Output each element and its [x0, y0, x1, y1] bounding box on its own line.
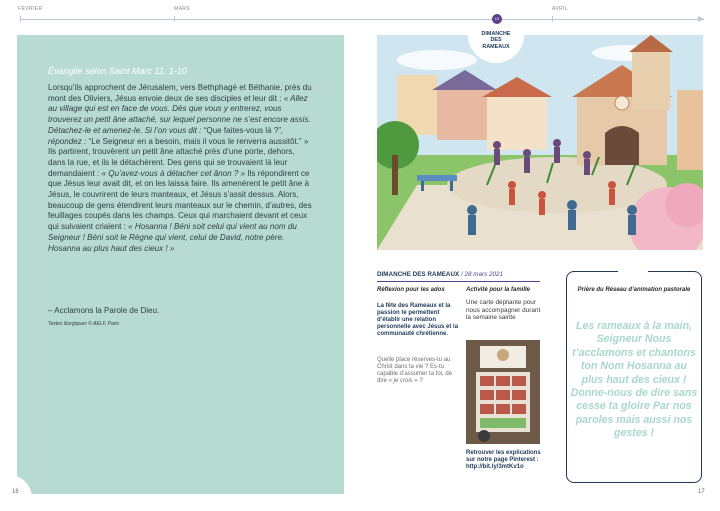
village-scene-image [377, 35, 703, 250]
gospel-text-run: “Le Seigneur en a besoin, mais il vous le renverra aussitôt.” » [88, 136, 309, 146]
family-description: Une carte dépliante pour nous accompagner durant la semaine sainte [466, 299, 541, 322]
teens-heading: Réflexion pour les ados [377, 287, 445, 293]
teens-question-quote: « je crois » [388, 378, 418, 384]
family-heading: Activité pour la famille [466, 287, 531, 293]
teens-question [377, 357, 459, 385]
month-label-march: MARS [174, 6, 191, 12]
badge-line: RAMEAUX [482, 43, 510, 50]
current-week-marker: 13 [492, 14, 502, 24]
month-label-april: AVRIL [552, 6, 569, 12]
gospel-text-run: « Allez au village qui est en face de vous. Dès que vous y entrerez, vous trouverez un petit âne attaché, sur lequel personne ne s’est encore assis. Détachez-le et amenez-le. Si l’on vous dit : [48, 93, 311, 135]
badge-line: DES [490, 37, 502, 44]
month-label-february: FÉVRIER [18, 6, 43, 12]
badge-line: DIMANCHE [481, 31, 511, 37]
timeline-arrow-icon [698, 16, 704, 22]
gospel-text-run: « Qu’avez-vous à détacher cet ânon ? » [101, 168, 246, 178]
prayer-card-notch [618, 268, 648, 274]
page-number-left: 16 [12, 489, 19, 495]
gospel-text-run: « Hosanna ! Béni soit celui qui vient au nom du Seigneur ! Béni soit le Règne qui vient, celui de David, notre père. Hosanna au plus haut des cieux ! » [48, 222, 297, 253]
timeline-tick [552, 16, 553, 22]
header-divider [377, 281, 540, 282]
gospel-text-run: Ils répondirent ce que Jésus leur avait dit, et on les laissa faire. Ils amenèrent le petit âne à Jésus, le couvrirent de leurs manteaux, et Jésus s’assit dessus. Alors, beaucoup de gens étendirent leurs manteaux sur le chemin, d’autres, des feuillages coupés dans les champs. Ceux qui marchaient devant et ceux qui suivaient criaient : [48, 168, 312, 232]
day-date: 28 mars 2021 [464, 271, 503, 278]
teens-lead-text: La fête des Rameaux et la passion te permettent d’établir une relation personnelle avec Jésus et la communauté chrétienne. [377, 303, 459, 337]
page-number-right: 17 [698, 489, 705, 495]
gospel-text-run: Ils partirent, trouvèrent un petit âne attaché près d’une porte, dehors, dans la rue, et ils le détachèrent. Des gens qui se trouvaient là leur demandaient : [48, 147, 295, 178]
timeline-line [20, 19, 704, 20]
palm-sunday-illustration [377, 35, 703, 250]
day-separator: / [459, 271, 465, 278]
timeline-tick [20, 16, 21, 22]
teens-question-text: Quelle place réserves-tu au Christ dans ta vie ? Es-tu capable d’assumer ta foi, de dire [377, 357, 453, 384]
timeline-tick [174, 16, 175, 22]
folding-card-photo [466, 340, 540, 444]
gospel-text-run: “Que faites-vous là ?” [203, 125, 282, 135]
folding-card-image [466, 340, 540, 444]
day-title: DIMANCHE DES RAMEAUX [377, 271, 460, 278]
gospel-text-run: Lorsqu’ils approchent de Jérusalem, vers Bethphagé et Béthanie, près du mont des Oliviers, Jésus envoie deux de ses disciples et leur dit : [48, 83, 312, 103]
teens-question-end: ? [417, 378, 423, 384]
pinterest-caption: Retrouver les explications sur notre page Pinterest : http://bit.ly/3mtKv1o [466, 450, 541, 470]
liturgical-credits: Textes liturgiques © AELF, Paris [48, 321, 120, 327]
gospel-reference: Évangile selon Saint Marc 11, 1-10 [48, 66, 187, 76]
prayer-title: Prière du Réseau d’animation pastorale [577, 287, 691, 293]
prayer-text: Les rameaux à la main, Seigneur Nous t’acclamons et chantons ton Nom Hosanna au plus haut des cieux ! Donne-nous de dire sans cesse ta gloire Par nos paroles mais aussi nos gestes ! [570, 320, 698, 440]
gospel-text [48, 83, 313, 254]
gospel-text-run: , répondez : [48, 125, 284, 146]
acclamation: – Acclamons la Parole de Dieu. [48, 306, 160, 315]
day-header [377, 271, 503, 278]
calendar-timeline [0, 0, 720, 26]
